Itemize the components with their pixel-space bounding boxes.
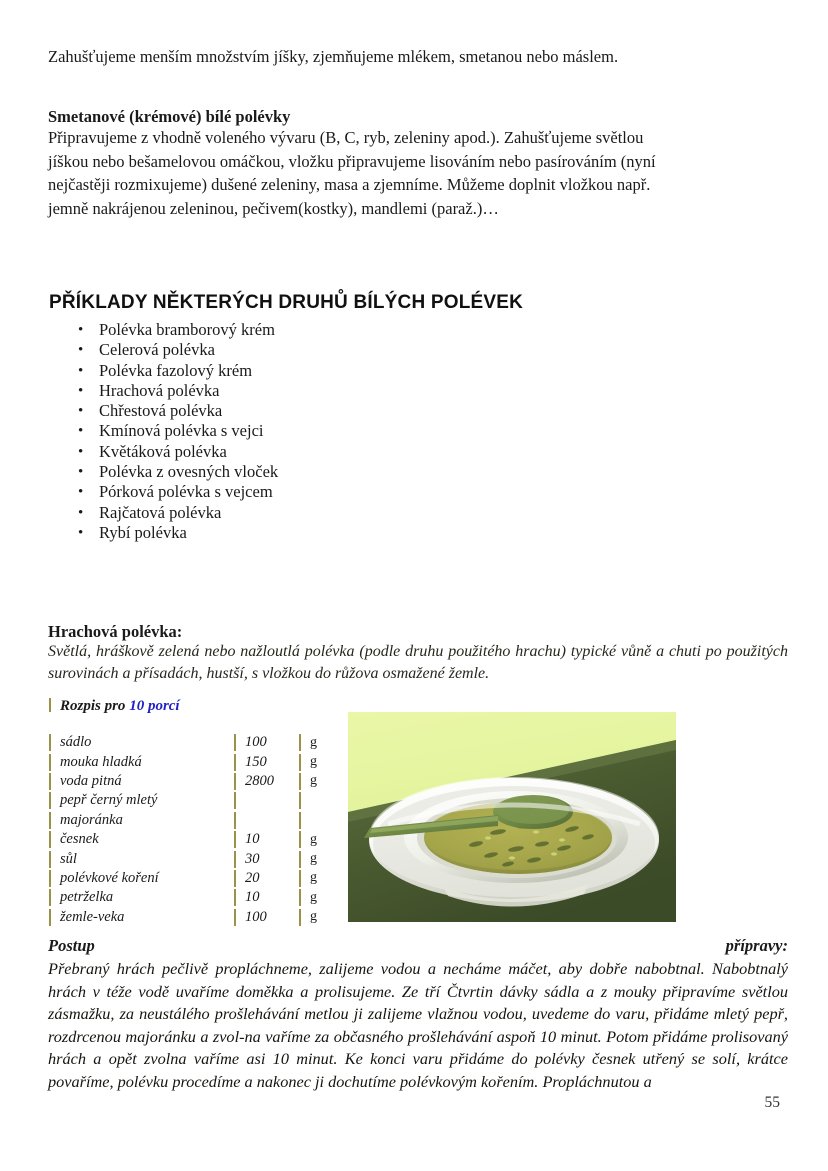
ingredient-name: česnek [60, 831, 99, 848]
list-item [78, 401, 278, 421]
procedure-header [48, 936, 788, 956]
procedure-label-right: přípravy: [725, 936, 788, 955]
ingredient-amount: 100 [245, 734, 267, 751]
list-item-label: Květáková polévka [99, 441, 227, 461]
list-item-label: Pórková polévka s vejcem [99, 482, 273, 502]
examples-heading: PŘÍKLADY NĚKTERÝCH DRUHŮ BÍLÝCH POLÉVEK [49, 292, 524, 313]
table-row [49, 908, 340, 927]
ingredient-unit [301, 811, 340, 830]
separator-bar-icon [49, 698, 51, 712]
table-row [49, 849, 340, 868]
ingredient-amount: 10 [245, 889, 260, 906]
bullet-icon: • [78, 382, 84, 399]
procedure-body [48, 958, 788, 1093]
ingredient-name: petrželka [60, 889, 114, 906]
ingredient-unit: g [310, 889, 317, 905]
bullet-icon: • [78, 464, 84, 481]
bullet-icon: • [78, 423, 84, 440]
table-row [49, 791, 340, 810]
ingredients-table [49, 733, 340, 927]
table-row [49, 811, 340, 830]
list-item-label: Polévka z ovesných vloček [99, 462, 279, 482]
bullet-icon: • [78, 362, 84, 379]
list-item-label: Hrachová polévka [99, 380, 220, 400]
list-item-label: Polévka fazolový krém [99, 360, 253, 380]
ingredient-amount: 30 [245, 850, 260, 867]
list-item-label: Polévka bramborový krém [99, 320, 275, 339]
list-item [78, 523, 278, 543]
ingredient-name: sádlo [60, 734, 92, 751]
ingredient-amount [236, 791, 299, 810]
ingredient-name: mouka hladká [60, 753, 142, 770]
list-item [78, 421, 278, 441]
ingredient-unit: g [310, 734, 317, 750]
ingredient-amount: 2800 [245, 772, 274, 789]
list-item-label: Rajčatová polévka [99, 502, 222, 522]
cream-soups-heading: Smetanové (krémové) bílé polévky [48, 107, 291, 126]
bullet-icon: • [78, 504, 84, 521]
bullet-icon: • [78, 342, 84, 359]
cream-soups-body [48, 126, 668, 220]
list-item [78, 462, 278, 482]
procedure-body-text: Přebraný hrách pečlivě propláchneme, zalijeme vodou a necháme máčet, aby dobře nabobtnal. Nabobtnalý hrách v téže vodě uvaříme doměkka a prolisujeme. Ze tří Čtvrtin dávky sádla a z mouky připravíme světlou zásmažku, za neustálého prošlehávání metlou ji zalijeme vlažnou vodou, uvedeme do varu, přidáme mletý pepř, rozdrcenou majoránku a zvol-na vaříme za občasného prošlehávání aspoň 10 minut. Potom přidáme prolisovaný hrách a opět zvolna vaříme asi 10 minut. Ke konci varu přidáme do polévky česnek utřený se solí, krátce povaříme, polévku procedíme a nakonec ji dochutíme polévkovým kořením. Propláchnutou a [48, 959, 788, 1091]
recipe-description [48, 641, 788, 684]
ingredient-name: majoránka [60, 811, 123, 828]
list-item-label: Chřestová polévka [99, 401, 223, 421]
ingredient-name: polévkové koření [60, 869, 159, 886]
ingredient-unit: g [310, 909, 317, 925]
ingredient-name: sůl [60, 850, 77, 867]
ingredient-name: žemle-veka [60, 908, 125, 925]
table-row [49, 772, 340, 791]
ingredient-unit: g [310, 870, 317, 886]
portions-value: 10 porcí [129, 698, 180, 714]
list-item [78, 361, 278, 381]
table-row [49, 888, 340, 907]
list-item [78, 381, 278, 401]
ingredient-unit: g [310, 851, 317, 867]
ingredient-unit: g [310, 831, 317, 847]
ingredient-unit [301, 791, 340, 810]
ingredient-amount: 150 [245, 753, 267, 770]
bullet-icon: • [78, 524, 84, 541]
list-item [78, 442, 278, 462]
list-item [78, 340, 278, 360]
bullet-icon: • [78, 443, 84, 460]
list-item [78, 320, 278, 340]
intro-paragraph: Zahušťujeme menším množstvím jíšky, zjemňujeme mlékem, smetanou nebo máslem. [48, 47, 619, 66]
bullet-icon: • [78, 484, 84, 501]
list-item-label: Kmínová polévka s vejci [99, 421, 264, 441]
ingredient-amount [236, 811, 299, 830]
ingredient-amount: 20 [245, 869, 260, 886]
ingredient-unit: g [310, 773, 317, 789]
ingredient-amount: 100 [245, 908, 267, 925]
recipe-description-text: Světlá, hráškově zelená nebo nažloutlá polévka (podle druhu použitého hrachu) typické vůně a chuti po použitých surovinách a přísadách, hustší, s vložkou do růžova osmažené žemle. [48, 643, 788, 682]
list-item-label: Rybí polévka [99, 522, 187, 542]
list-item [78, 482, 278, 502]
bullet-icon: • [78, 403, 84, 420]
ingredient-name: pepř černý mletý [60, 792, 158, 809]
pea-soup-photo [348, 712, 676, 922]
soup-examples-list [78, 320, 278, 543]
table-row [49, 752, 340, 771]
portions-label: Rozpis pro [60, 698, 126, 714]
ingredient-unit: g [310, 754, 317, 770]
cream-soups-body-text: Připravujeme z vhodně voleného vývaru (B, C, ryb, zeleniny apod.). Zahušťujeme světlou jíškou nebo bešamelovou omáčkou, vložku připravujeme lisováním nebo pasírováním (nyní nejčastěji rozmixujeme) dušené zeleniny, masa a zjemníme. Můžeme doplnit vložkou např. jemně nakrájenou zeleninou, pečivem(kostky), mandlemi (paraž.)… [48, 128, 656, 218]
bullet-icon: • [78, 322, 84, 338]
recipe-title: Hrachová polévka: [48, 622, 183, 641]
table-row [49, 869, 340, 888]
page-number: 55 [764, 1094, 780, 1111]
ingredient-name: voda pitná [60, 772, 122, 789]
list-item-label: Celerová polévka [99, 340, 215, 360]
list-item [78, 503, 278, 523]
procedure-label-left: Postup [48, 936, 95, 955]
portions-line [49, 697, 180, 715]
table-row [49, 733, 340, 752]
ingredient-amount: 10 [245, 831, 260, 848]
table-row [49, 830, 340, 849]
